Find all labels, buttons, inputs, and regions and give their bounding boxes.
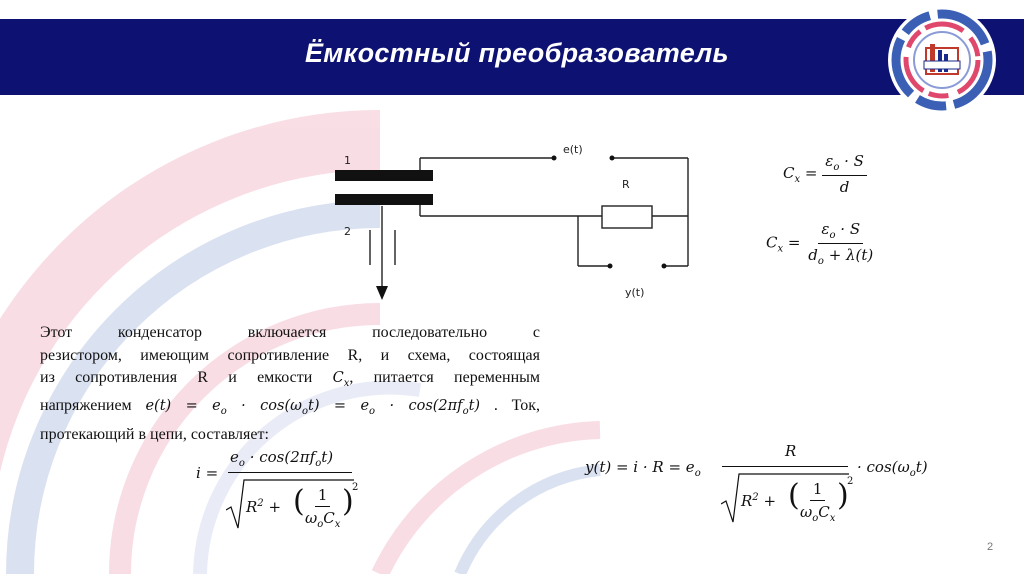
university-logo: [886, 4, 998, 116]
label-resistor: R: [622, 178, 630, 191]
label-plate-1: 1: [344, 154, 351, 167]
slide-title: Ёмкостный преобразователь: [305, 38, 729, 68]
capacitor-plate-2: [335, 194, 433, 205]
formula-output: $y(t) = i \cdot R = e_o$ R · $\cos(\omega_ot)$ $R^2$ + ( $\frac{1}{\omega_oC_x}$ ) 2: [585, 442, 928, 524]
circuit-diagram: [320, 138, 700, 308]
formula-cx-2: $C_x$ = $\frac{\varepsilon_o \cdot S}{d_o + \lambda(t)}$: [766, 220, 874, 267]
formula-cx-1: $C_x$ = $\frac{\varepsilon_o \cdot S}{d}$: [783, 152, 867, 196]
label-plate-2: 2: [344, 225, 351, 238]
page-number: 2: [987, 541, 994, 553]
paragraph-line-3: из сопротивления R и емкости $C_x$, питается переменным: [40, 369, 541, 389]
formula-current: i = $e_o \cdot \cos(2\pi f_ot)$ $R^2$ + ( $\frac{1}{\omega_oC_x}$ ) 2: [196, 448, 359, 530]
paragraph-line-5: протекающий в цепи, составляет:: [40, 425, 269, 443]
paragraph-line-4: напряжением $e(t) = e_o \cdot \cos(\omega_ot) = e_o \cdot \cos(2\pi f_ot)$ . Ток,: [40, 397, 541, 418]
paragraph-line-1: Этот конденсатор включается последовательно с: [40, 324, 540, 341]
label-source: e(t): [563, 143, 583, 156]
paragraph-line-2: резистором, имеющим сопротивление R, и схема, состоящая: [40, 346, 540, 364]
description-paragraph: [40, 322, 540, 446]
label-output: y(t): [625, 286, 645, 299]
capacitor-plate-1: [335, 170, 433, 181]
